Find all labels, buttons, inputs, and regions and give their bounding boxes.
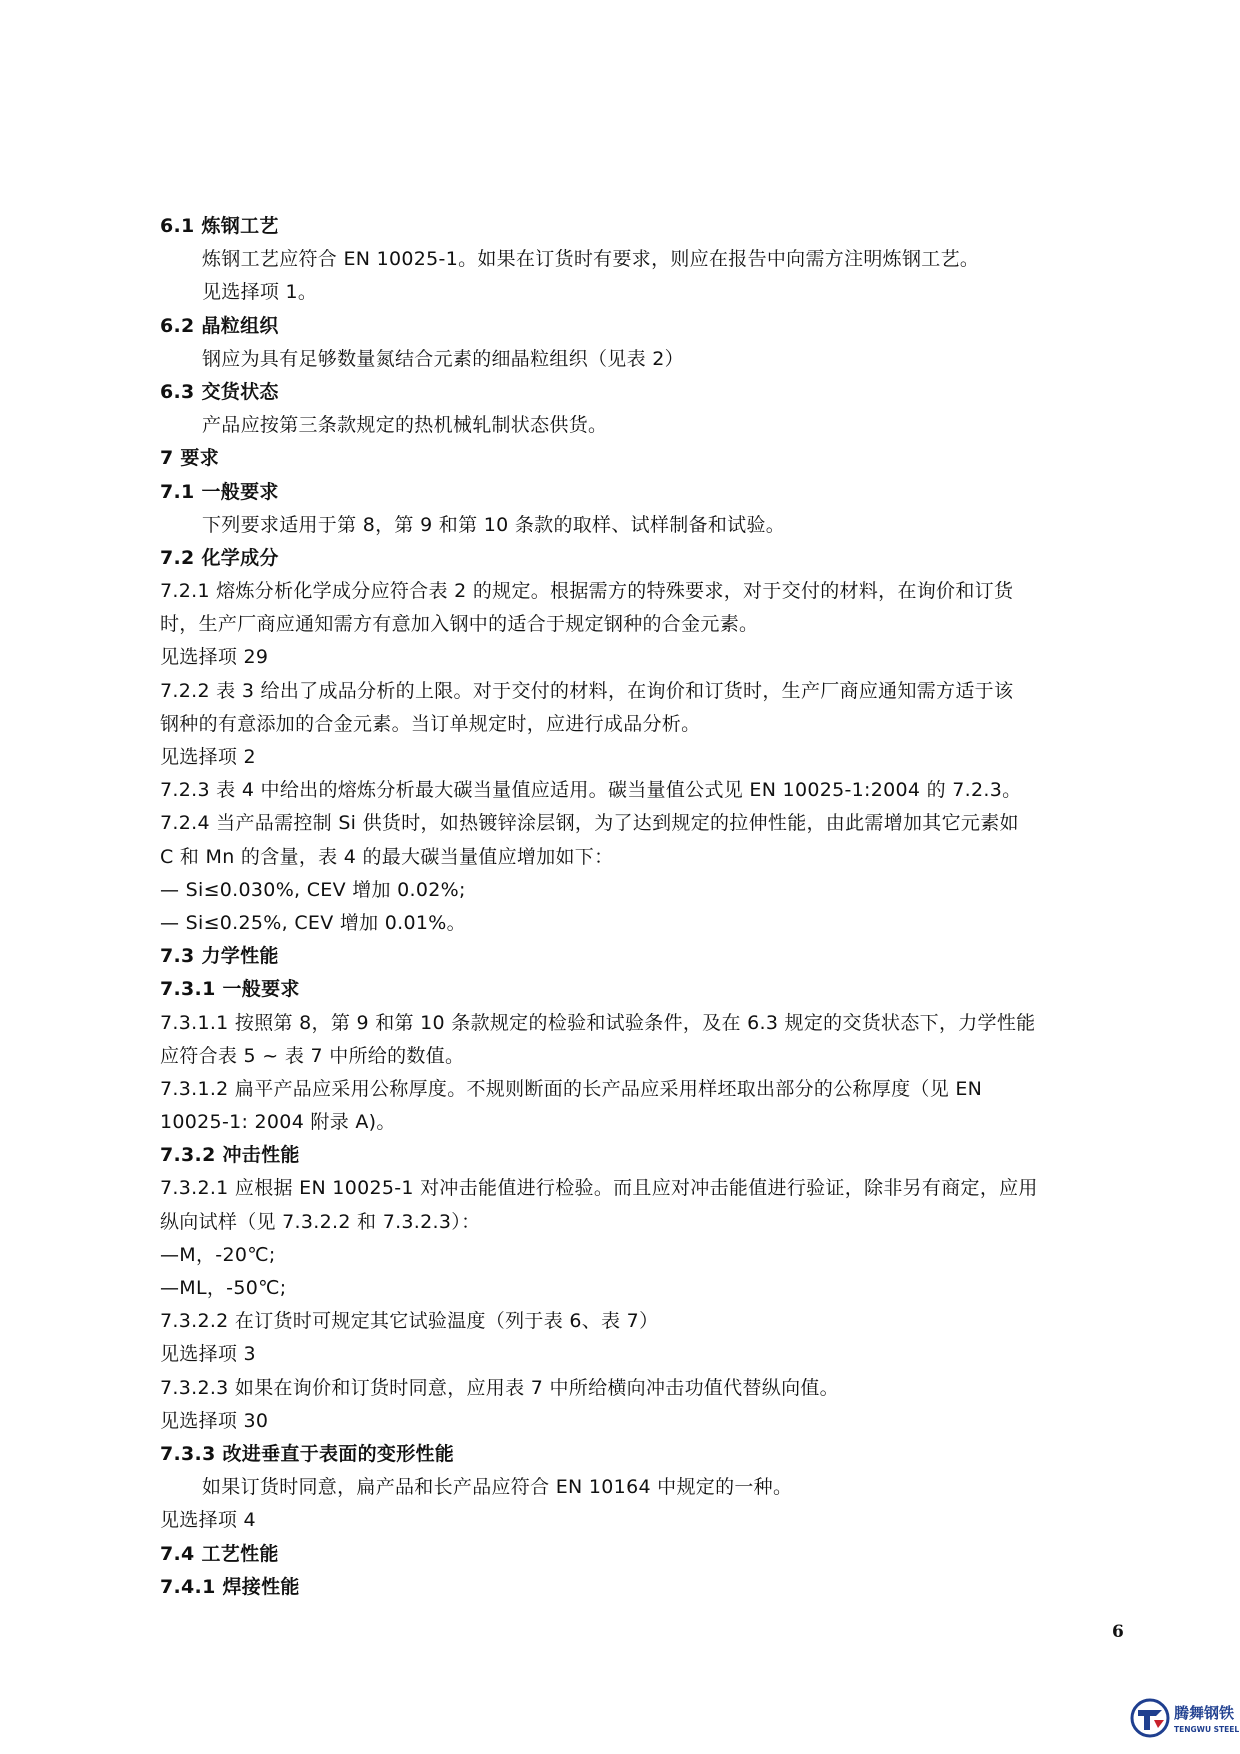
section-heading: 7.1 一般要求 (160, 480, 279, 503)
paragraph-line: 7.2.3 表 4 中给出的熔炼分析最大碳当量值应适用。碳当量值公式见 EN 10025-1:2004 的 7.2.3。 (160, 779, 1022, 802)
paragraph-line: 见选择项 29 (160, 646, 269, 669)
paragraph-line: 钢应为具有足够数量氮结合元素的细晶粒组织（见表 2） (202, 347, 684, 370)
paragraph-line: 7.3.1.2 扁平产品应采用公称厚度。不规则断面的长产品应采用样坯取出部分的公称厚度（见 EN (160, 1077, 983, 1100)
section-heading: 7.4.1 焊接性能 (160, 1575, 300, 1598)
paragraph-line: 见选择项 4 (160, 1509, 256, 1532)
paragraph-line: 产品应按第三条款规定的热机械轧制状态供货。 (202, 414, 608, 437)
paragraph-line: 下列要求适用于第 8，第 9 和第 10 条款的取样、试样制备和试验。 (202, 513, 786, 536)
paragraph-line: C 和 Mn 的含量，表 4 的最大碳当量值应增加如下： (160, 845, 614, 868)
paragraph-line: — Si≤0.030%, CEV 增加 0.02%; (160, 878, 466, 901)
paragraph-line: 7.3.2.1 应根据 EN 10025-1 对冲击能值进行检验。而且应对冲击能值进行验证，除非另有商定，应用 (160, 1177, 1038, 1200)
paragraph-line: 时，生产厂商应通知需方有意加入钢中的适合于规定钢种的合金元素。 (160, 613, 759, 636)
paragraph-line: 7.2.1 熔炼分析化学成分应符合表 2 的规定。根据需方的特殊要求，对于交付的材料，在询价和订货 (160, 580, 1014, 603)
document-body (160, 210, 1120, 1604)
section-heading: 7.2 化学成分 (160, 546, 279, 569)
logo-name-en: TENGWU STEEL (1174, 1725, 1240, 1734)
paragraph-line: — Si≤0.25%, CEV 增加 0.01%。 (160, 911, 466, 934)
section-heading: 7.3.1 一般要求 (160, 978, 300, 1001)
logo-mark-icon (1132, 1700, 1168, 1736)
paragraph-line: 见选择项 30 (160, 1409, 269, 1432)
paragraph-line: 7.3.1.1 按照第 8，第 9 和第 10 条款规定的检验和试验条件，及在 6.3 规定的交货状态下，力学性能 (160, 1011, 1036, 1034)
paragraph-line: 应符合表 5 ~ 表 7 中所给的数值。 (160, 1044, 465, 1067)
logo-name: 腾舞钢铁 (1174, 1704, 1235, 1722)
section-heading: 7.4 工艺性能 (160, 1542, 279, 1565)
paragraph-line: 炼钢工艺应符合 EN 10025-1。如果在订货时有要求，则应在报告中向需方注明炼钢工艺。 (202, 248, 980, 271)
paragraph-line: 7.2.4 当产品需控制 Si 供货时，如热镀锌涂层钢，为了达到规定的拉伸性能，由此需增加其它元素如 (160, 812, 1019, 835)
paragraph-line: 见选择项 2 (160, 746, 256, 768)
paragraph-line: 见选择项 3 (160, 1343, 256, 1366)
paragraph-line: 10025-1: 2004 附录 A)。 (160, 1111, 396, 1134)
section-heading: 6.1 炼钢工艺 (160, 215, 279, 237)
paragraph-line: 钢种的有意添加的合金元素。当订单规定时，应进行成品分析。 (160, 712, 701, 735)
tengwu-steel-logo (1128, 1696, 1240, 1742)
section-heading: 7 要求 (160, 447, 220, 470)
paragraph-line: 见选择项 1。 (202, 281, 318, 304)
paragraph-line: 7.3.2.2 在订货时可规定其它试验温度（列于表 6、表 7） (160, 1310, 659, 1333)
paragraph-line: —M，-20℃; (160, 1243, 276, 1266)
paragraph-line: 纵向试样（见 7.3.2.2 和 7.3.2.3）： (160, 1210, 481, 1233)
section-heading: 7.3 力学性能 (160, 945, 279, 968)
paragraph-line: 7.2.2 表 3 给出了成品分析的上限。对于交付的材料，在询价和订货时，生产厂商应通知需方适于该 (160, 679, 1014, 702)
section-heading: 7.3.3 改进垂直于表面的变形性能 (160, 1442, 455, 1465)
paragraph-line: 如果订货时同意，扁产品和长产品应符合 EN 10164 中规定的一种。 (202, 1476, 793, 1499)
paragraph-line: —ML，-50℃; (160, 1277, 287, 1299)
page-number: 6 (1112, 1622, 1124, 1642)
section-heading: 6.2 晶粒组织 (160, 314, 279, 337)
section-heading: 6.3 交货状态 (160, 380, 279, 403)
section-heading: 7.3.2 冲击性能 (160, 1144, 300, 1167)
paragraph-line: 7.3.2.3 如果在询价和订货时同意，应用表 7 中所给横向冲击功值代替纵向值。 (160, 1376, 839, 1399)
